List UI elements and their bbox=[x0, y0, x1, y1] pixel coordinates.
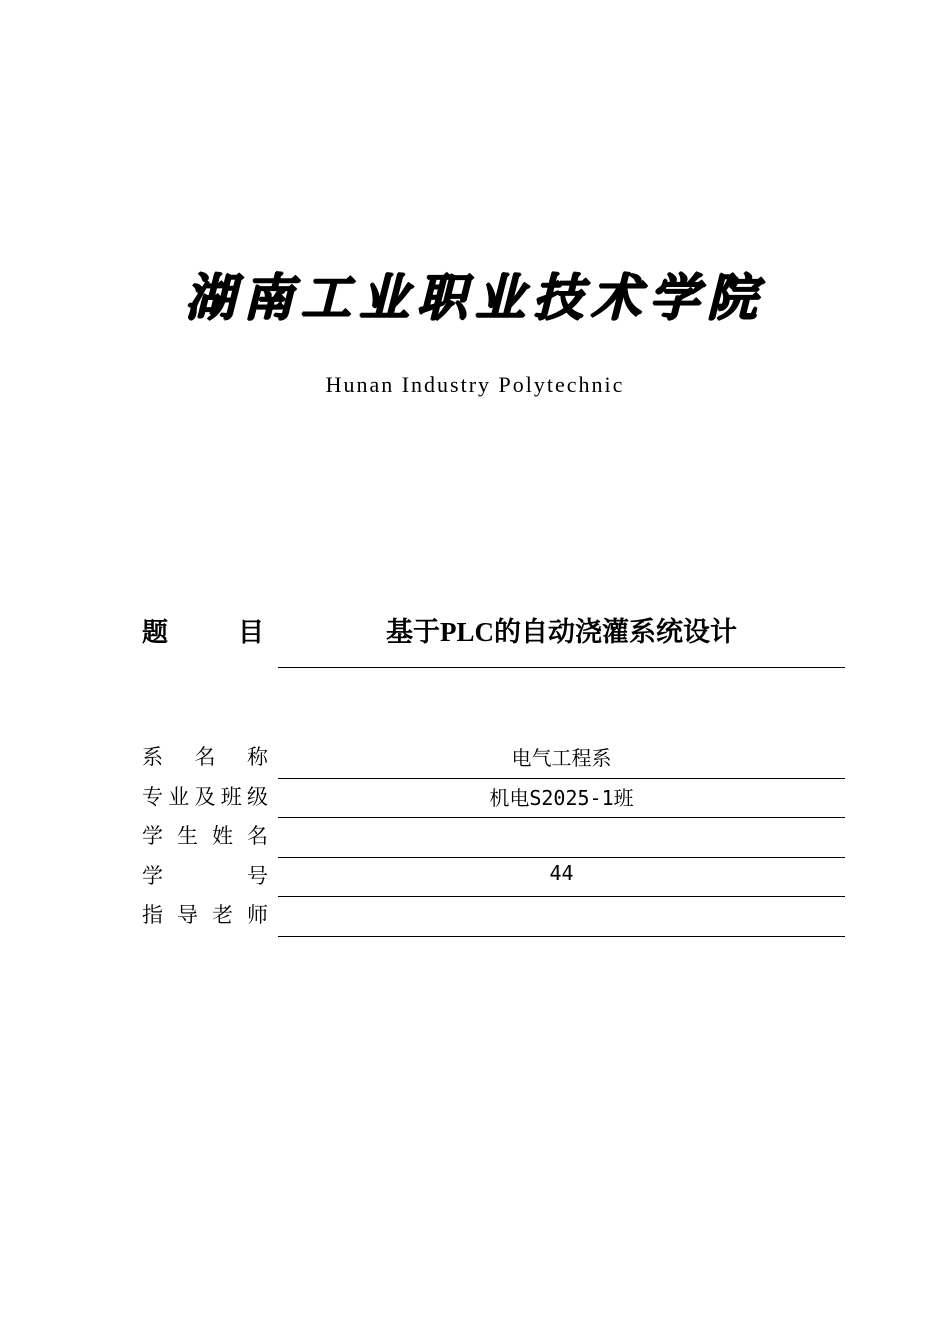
label-char: 系 bbox=[142, 745, 163, 769]
label-char: 导 bbox=[177, 903, 198, 927]
topic-value: 基于PLC的自动浇灌系统设计 bbox=[386, 617, 737, 647]
school-name-cn: 湖南工业职业技术学院 bbox=[185, 268, 765, 327]
label-char: 生 bbox=[177, 824, 198, 848]
topic-label bbox=[142, 612, 264, 649]
label-char: 指 bbox=[142, 903, 163, 927]
label-char: 班 bbox=[220, 784, 242, 809]
department-value: 电气工程系 bbox=[511, 746, 612, 770]
label-char: 名 bbox=[247, 824, 268, 848]
label-char: 学 bbox=[142, 863, 163, 888]
label-char: 及 bbox=[194, 784, 216, 809]
label-char: 级 bbox=[247, 784, 268, 809]
info-row-student-name bbox=[142, 818, 845, 858]
student-id-label bbox=[142, 860, 268, 890]
school-name-en: Hunan Industry Polytechnic bbox=[325, 372, 625, 397]
info-row-student-id bbox=[142, 858, 845, 898]
info-row-department bbox=[142, 739, 845, 779]
student-id-value: 44 bbox=[549, 860, 574, 885]
label-char: 业 bbox=[168, 784, 190, 809]
label-char: 专 bbox=[142, 784, 163, 809]
topic-label-char: 目 bbox=[237, 618, 264, 648]
major-class-label bbox=[142, 781, 268, 811]
topic-underline bbox=[278, 667, 845, 668]
major-class-value: 机电S2025-1班 bbox=[489, 785, 634, 810]
info-table bbox=[142, 739, 845, 937]
department-label bbox=[142, 741, 268, 771]
info-row-major-class bbox=[142, 779, 845, 819]
topic-row bbox=[142, 608, 845, 668]
label-char: 名 bbox=[194, 745, 216, 769]
label-char: 学 bbox=[142, 824, 163, 848]
label-char: 姓 bbox=[212, 824, 233, 848]
label-char: 称 bbox=[247, 745, 268, 769]
topic-label-char: 题 bbox=[142, 618, 169, 648]
student-name-label bbox=[142, 820, 268, 850]
label-char: 老 bbox=[212, 903, 233, 927]
info-row-advisor bbox=[142, 897, 845, 937]
label-char: 师 bbox=[247, 903, 268, 927]
advisor-label bbox=[142, 899, 268, 929]
advisor-underline bbox=[278, 936, 845, 937]
label-char: 号 bbox=[247, 863, 268, 888]
